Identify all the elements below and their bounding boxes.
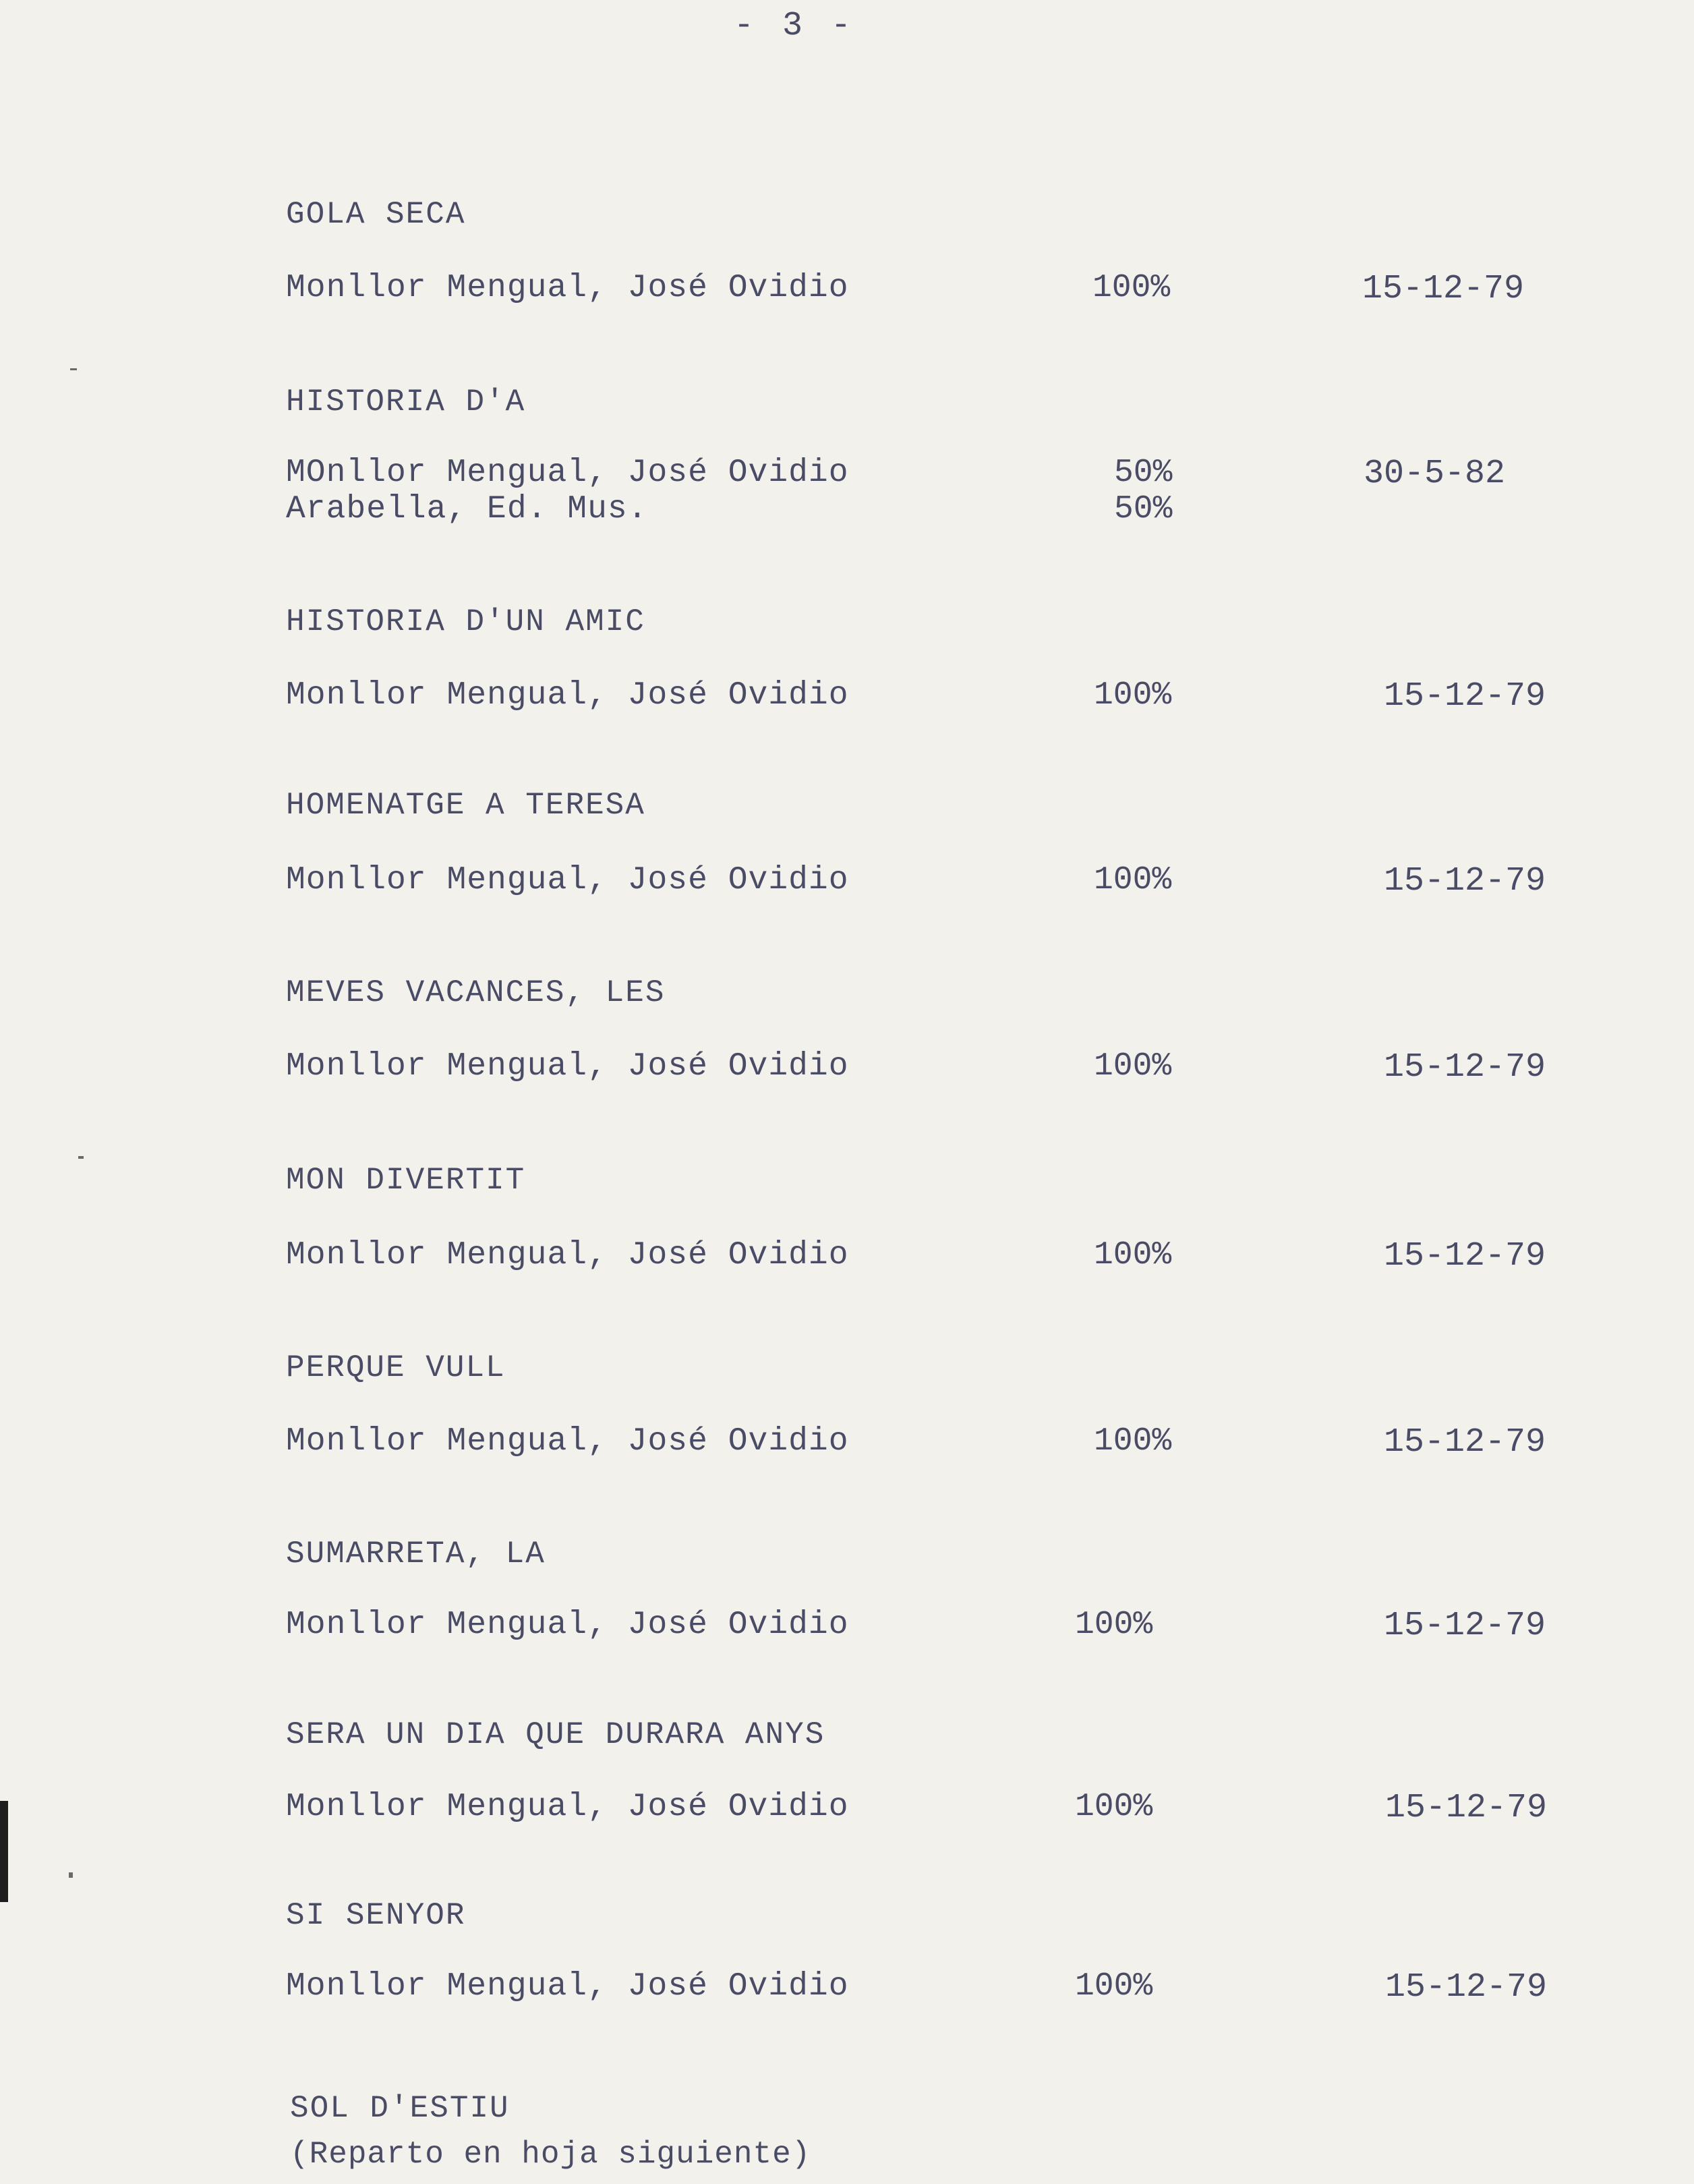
registration-date: 15-12-79	[1384, 677, 1546, 716]
rights-row	[0, 270, 1694, 310]
rights-holder: Monllor Mengual, José Ovidio	[286, 1607, 849, 1643]
rights-holder: Monllor Mengual, José Ovidio	[286, 1048, 849, 1085]
rights-row	[0, 1789, 1694, 1829]
rights-holder: Arabella, Ed. Mus.	[286, 491, 648, 527]
rights-share: 100%	[1094, 1048, 1172, 1085]
margin-speck	[78, 1156, 84, 1159]
rights-row	[0, 1048, 1694, 1089]
registration-date: 15-12-79	[1362, 270, 1525, 308]
rights-holder: Monllor Mengual, José Ovidio	[286, 270, 849, 306]
rights-row	[0, 1607, 1694, 1647]
rights-share: 100%	[1092, 270, 1171, 306]
registration-date: 15-12-79	[1384, 1048, 1546, 1087]
rights-holder: Monllor Mengual, José Ovidio	[286, 1789, 849, 1825]
work-title: MON DIVERTIT	[286, 1163, 526, 1198]
work-title: SOL D'ESTIU	[290, 2091, 510, 2126]
work-title: HISTORIA D'A	[286, 384, 526, 420]
rights-share: 100%	[1094, 677, 1172, 714]
rights-share: 100%	[1094, 1237, 1172, 1273]
rights-row	[0, 1237, 1694, 1277]
rights-row	[0, 862, 1694, 902]
rights-holder: Monllor Mengual, José Ovidio	[286, 677, 849, 714]
rights-share: 100%	[1075, 1968, 1153, 2005]
registration-date: 15-12-79	[1384, 1423, 1546, 1462]
rights-holder: MOnllor Mengual, José Ovidio	[286, 455, 849, 491]
registration-date: 15-12-79	[1384, 1607, 1546, 1645]
registration-date: 15-12-79	[1385, 1968, 1548, 2007]
rights-share: 100%	[1094, 1423, 1172, 1460]
margin-speck	[69, 1872, 73, 1878]
rights-row	[0, 1423, 1694, 1464]
rights-share: 100%	[1094, 862, 1172, 898]
rights-holder: Monllor Mengual, José Ovidio	[286, 1423, 849, 1460]
scan-edge	[0, 1801, 8, 1902]
rights-holder: Monllor Mengual, José Ovidio	[286, 1968, 849, 2005]
rights-share: 100%	[1075, 1607, 1153, 1643]
rights-row	[0, 677, 1694, 718]
continuation-note: (Reparto en hoja siguiente)	[290, 2137, 811, 2172]
margin-speck	[70, 368, 77, 370]
work-title: PERQUE VULL	[286, 1350, 506, 1385]
registration-date: 15-12-79	[1385, 1789, 1548, 1827]
rights-row	[0, 1968, 1694, 2009]
registration-date: 30-5-82	[1364, 455, 1506, 493]
work-title: SERA UN DIA QUE DURARA ANYS	[286, 1717, 825, 1752]
registration-date: 15-12-79	[1384, 862, 1546, 900]
work-title: SUMARRETA, LA	[286, 1536, 546, 1572]
rights-row	[0, 491, 1694, 531]
work-title: GOLA SECA	[286, 197, 466, 232]
rights-share: 50%	[1114, 455, 1173, 491]
page-number: - 3 -	[733, 7, 856, 45]
rights-holder: Monllor Mengual, José Ovidio	[286, 1237, 849, 1273]
rights-holder: Monllor Mengual, José Ovidio	[286, 862, 849, 898]
rights-share: 50%	[1114, 491, 1173, 527]
work-title: MEVES VACANCES, LES	[286, 975, 666, 1010]
rights-row	[0, 455, 1694, 495]
work-title: HOMENATGE A TERESA	[286, 788, 645, 823]
work-title: SI SENYOR	[286, 1898, 466, 1933]
work-title: HISTORIA D'UN AMIC	[286, 604, 645, 639]
rights-share: 100%	[1075, 1789, 1153, 1825]
registration-date: 15-12-79	[1384, 1237, 1546, 1275]
